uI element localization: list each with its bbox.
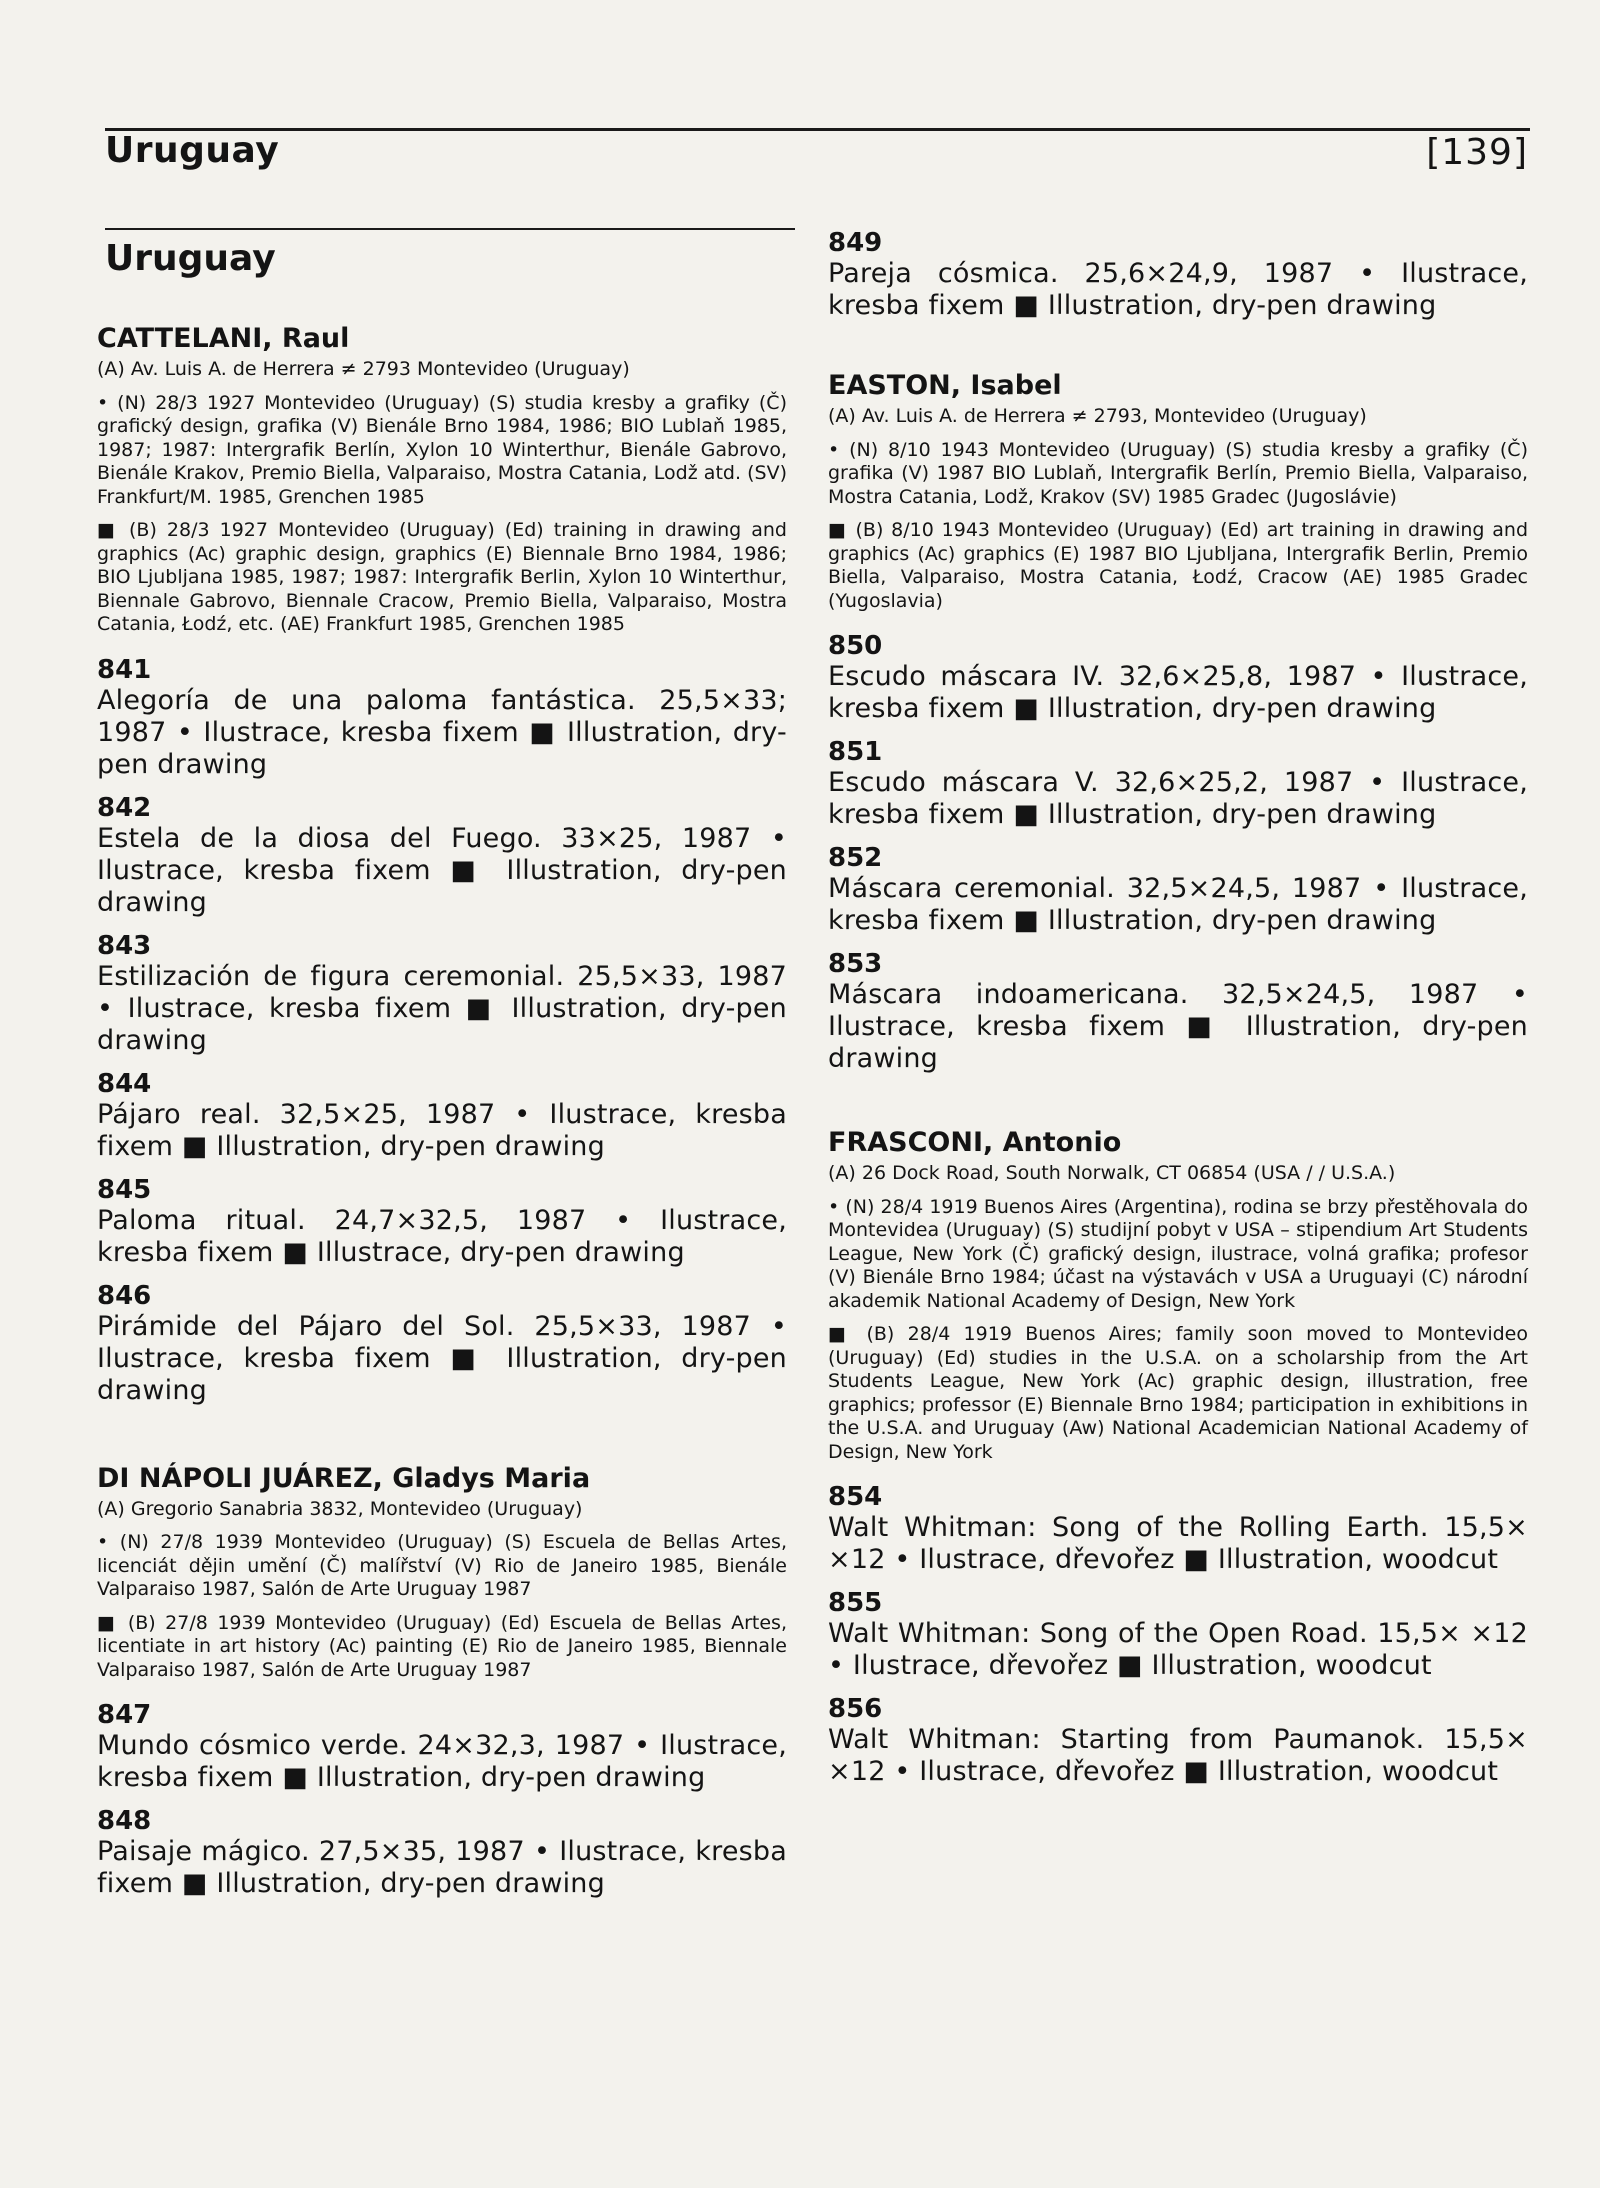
work-entry	[97, 1069, 787, 1163]
running-header-title: Uruguay	[105, 130, 280, 171]
artist-address: (A) Av. Luis A. de Herrera ≠ 2793, Montevideo (Uruguay)	[828, 405, 1367, 427]
work-number: 855	[828, 1588, 883, 1618]
work-number: 843	[97, 930, 152, 961]
work-description: Walt Whitman: Starting from Paumanok. 15,5× ×12 • Ilustrace, dřevořez ■ Illustration, woodcut	[828, 1724, 1528, 1787]
work-entry	[97, 655, 787, 781]
artist-bio-english: ■ (B) 28/3 1927 Montevideo (Uruguay) (Ed) training in drawing and graphics (Ac) graphic design, graphics (E) Biennale Brno 1984, 1986; BIO Ljubljana 1985, 1987; 1987: Intergrafik Berlin, Xylon 10 Winterthur, Biennale Gabrovo, Biennale Cracow, Premio Biella, Valparaiso, Mostra Catania, Łodź, etc. (AE) Frankfurt 1985, Grenchen 1985	[97, 519, 787, 635]
work-description: Máscara indoamericana. 32,5×24,5, 1987 • Ilustrace, kresba fixem ■ Illustration, dry-pen drawing	[828, 979, 1528, 1074]
work-number: 844	[97, 1068, 152, 1099]
artist-address: (A) 26 Dock Road, South Norwalk, CT 06854 (USA / / U.S.A.)	[828, 1162, 1396, 1184]
page-number: [139]	[1426, 132, 1528, 173]
work-description: Paloma ritual. 24,7×32,5, 1987 • Ilustrace, kresba fixem ■ Illustrace, dry-pen drawing	[97, 1204, 787, 1268]
work-description: Pájaro real. 32,5×25, 1987 • Ilustrace, kresba fixem ■ Illustration, dry-pen drawing	[97, 1098, 787, 1162]
work-number: 856	[828, 1694, 883, 1724]
work-description: Estilización de figura ceremonial. 25,5×33, 1987 • Ilustrace, kresba fixem ■ Illustration, dry-pen drawing	[97, 960, 787, 1056]
work-entry	[97, 1175, 787, 1269]
artist-bio-czech: • (N) 28/4 1919 Buenos Aires (Argentina), rodina se brzy přestěhovala do Montevidea (Uruguay) (S) studijní pobyt v USA – stipendium Art Students League, New York (Č) grafický design, ilustrace, volná grafika; profesor (V) Bienále Brno 1984; účast na výstavách v USA a Uruguayi (C) národní akademik National Academy of Design, New York	[828, 1195, 1528, 1312]
work-description: Máscara ceremonial. 32,5×24,5, 1987 • Ilustrace, kresba fixem ■ Illustration, dry-pen drawing	[828, 873, 1528, 936]
work-number: 849	[828, 228, 883, 258]
work-description: Pareja cósmica. 25,6×24,9, 1987 • Ilustrace, kresba fixem ■ Illustration, dry-pen drawing	[828, 258, 1528, 321]
artist-name: FRASCONI, Antonio	[828, 1127, 1122, 1158]
work-number: 850	[828, 631, 883, 661]
work-number: 851	[828, 737, 883, 767]
work-description: Escudo máscara V. 32,6×25,2, 1987 • Ilustrace, kresba fixem ■ Illustration, dry-pen drawing	[828, 767, 1528, 830]
work-entry	[828, 949, 1528, 1075]
work-description: Mundo cósmico verde. 24×32,3, 1987 • Ilustrace, kresba fixem ■ Illustration, dry-pen drawing	[97, 1730, 787, 1793]
artist-name: CATTELANI, Raul	[97, 323, 350, 354]
artist-entry	[97, 323, 787, 637]
work-entry	[828, 228, 1528, 322]
work-number: 842	[97, 792, 152, 823]
work-number: 852	[828, 843, 883, 873]
work-number: 853	[828, 949, 883, 979]
work-entry	[828, 1588, 1528, 1682]
work-description: Escudo máscara IV. 32,6×25,8, 1987 • Ilustrace, kresba fixem ■ Illustration, dry-pen drawing	[828, 661, 1528, 724]
artist-address: (A) Av. Luis A. de Herrera ≠ 2793 Montevideo (Uruguay)	[97, 358, 630, 380]
work-number: 848	[97, 1806, 152, 1836]
artist-entry	[828, 1127, 1528, 1464]
work-entry	[97, 1806, 787, 1900]
right-column	[828, 228, 1528, 1800]
work-entry	[828, 1482, 1528, 1576]
artist-name: DI NÁPOLI JUÁREZ, Gladys Maria	[97, 1462, 591, 1494]
artist-entry	[97, 1463, 787, 1683]
work-description: Pirámide del Pájaro del Sol. 25,5×33, 1987 • Ilustrace, kresba fixem ■ Illustration, dry-pen drawing	[97, 1310, 787, 1406]
section-rule	[105, 228, 795, 230]
artist-bio-english: ■ (B) 8/10 1943 Montevideo (Uruguay) (Ed) art training in drawing and graphics (Ac) graphics (E) 1987 BIO Ljubljana, Intergrafik Berlin, Premio Biella, Valparaiso, Mostra Catania, Łodź, Cracow (AE) 1985 Gradec (Yugoslavia)	[828, 519, 1528, 612]
artist-bio-czech: • (N) 28/3 1927 Montevideo (Uruguay) (S) studia kresby a grafiky (Č) grafický design, grafika (V) Bienále Brno 1984, 1986; BIO Lublaň 1985, 1987; 1987: Intergrafik Berlín, Xylon 10 Winterthur, Bienále Gabrovo, Bienále Krakov, Premio Biella, Valparaiso, Mostra Catania, Lodž atd. (SV) Frankfurt/M. 1985, Grenchen 1985	[97, 391, 787, 508]
artist-entry	[828, 370, 1528, 613]
work-entry	[97, 931, 787, 1057]
work-description: Paisaje mágico. 27,5×35, 1987 • Ilustrace, kresba fixem ■ Illustration, dry-pen drawing	[97, 1836, 787, 1899]
work-description: Alegoría de una paloma fantástica. 25,5×33; 1987 • Ilustrace, kresba fixem ■ Illustration, dry-pen drawing	[97, 684, 787, 780]
work-number: 846	[97, 1280, 152, 1311]
left-column	[97, 228, 787, 1912]
work-number: 845	[97, 1174, 152, 1205]
work-number: 847	[97, 1700, 152, 1730]
work-description: Estela de la diosa del Fuego. 33×25, 1987 • Ilustrace, kresba fixem ■ Illustration, dry-pen drawing	[97, 822, 787, 918]
section-title: Uruguay	[105, 238, 276, 279]
work-entry	[97, 1700, 787, 1794]
artist-bio-english: ■ (B) 28/4 1919 Buenos Aires; family soon moved to Montevideo (Uruguay) (Ed) studies in the U.S.A. on a scholarship from the Art Students League, New York (Ac) graphic design, illustration, free graphics; professor (E) Biennale Brno 1984; participation in exhibitions in the U.S.A. and Uruguay (Aw) National Academician National Academy of Design, New York	[828, 1323, 1528, 1463]
work-entry	[828, 1694, 1528, 1788]
work-number: 854	[828, 1482, 883, 1512]
work-number: 841	[97, 654, 152, 685]
work-entry	[828, 843, 1528, 937]
artist-name: EASTON, Isabel	[828, 370, 1062, 401]
artist-bio-czech: • (N) 8/10 1943 Montevideo (Uruguay) (S) studia kresby a grafiky (Č) grafika (V) 1987 BIO Lublaň, Intergrafik Berlín, Premio Biella, Valparaiso, Mostra Catania, Lodž, Krakov (SV) 1985 Gradec (Jugoslávie)	[828, 438, 1528, 508]
artist-address: (A) Gregorio Sanabria 3832, Montevideo (Uruguay)	[97, 1497, 583, 1520]
work-description: Walt Whitman: Song of the Rolling Earth. 15,5× ×12 • Ilustrace, dřevořez ■ Illustration, woodcut	[828, 1512, 1528, 1575]
artist-bio-english: ■ (B) 27/8 1939 Montevideo (Uruguay) (Ed) Escuela de Bellas Artes, licentiate in art history (Ac) painting (E) Rio de Janeiro 1985, Biennale Valparaiso 1987, Salón de Arte Uruguay 1987	[97, 1611, 787, 1681]
header-rule	[105, 128, 1530, 131]
work-entry	[828, 737, 1528, 831]
work-entry	[97, 793, 787, 919]
work-entry	[97, 1281, 787, 1407]
work-description: Walt Whitman: Song of the Open Road. 15,5× ×12 • Ilustrace, dřevořez ■ Illustration, woodcut	[828, 1618, 1528, 1681]
artist-bio-czech: • (N) 27/8 1939 Montevideo (Uruguay) (S) Escuela de Bellas Artes, licenciát dějin umění (Č) malířství (V) Rio de Janeiro 1985, Bienále Valparaiso 1987, Salón de Arte Uruguay 1987	[97, 1531, 787, 1600]
work-entry	[828, 631, 1528, 725]
